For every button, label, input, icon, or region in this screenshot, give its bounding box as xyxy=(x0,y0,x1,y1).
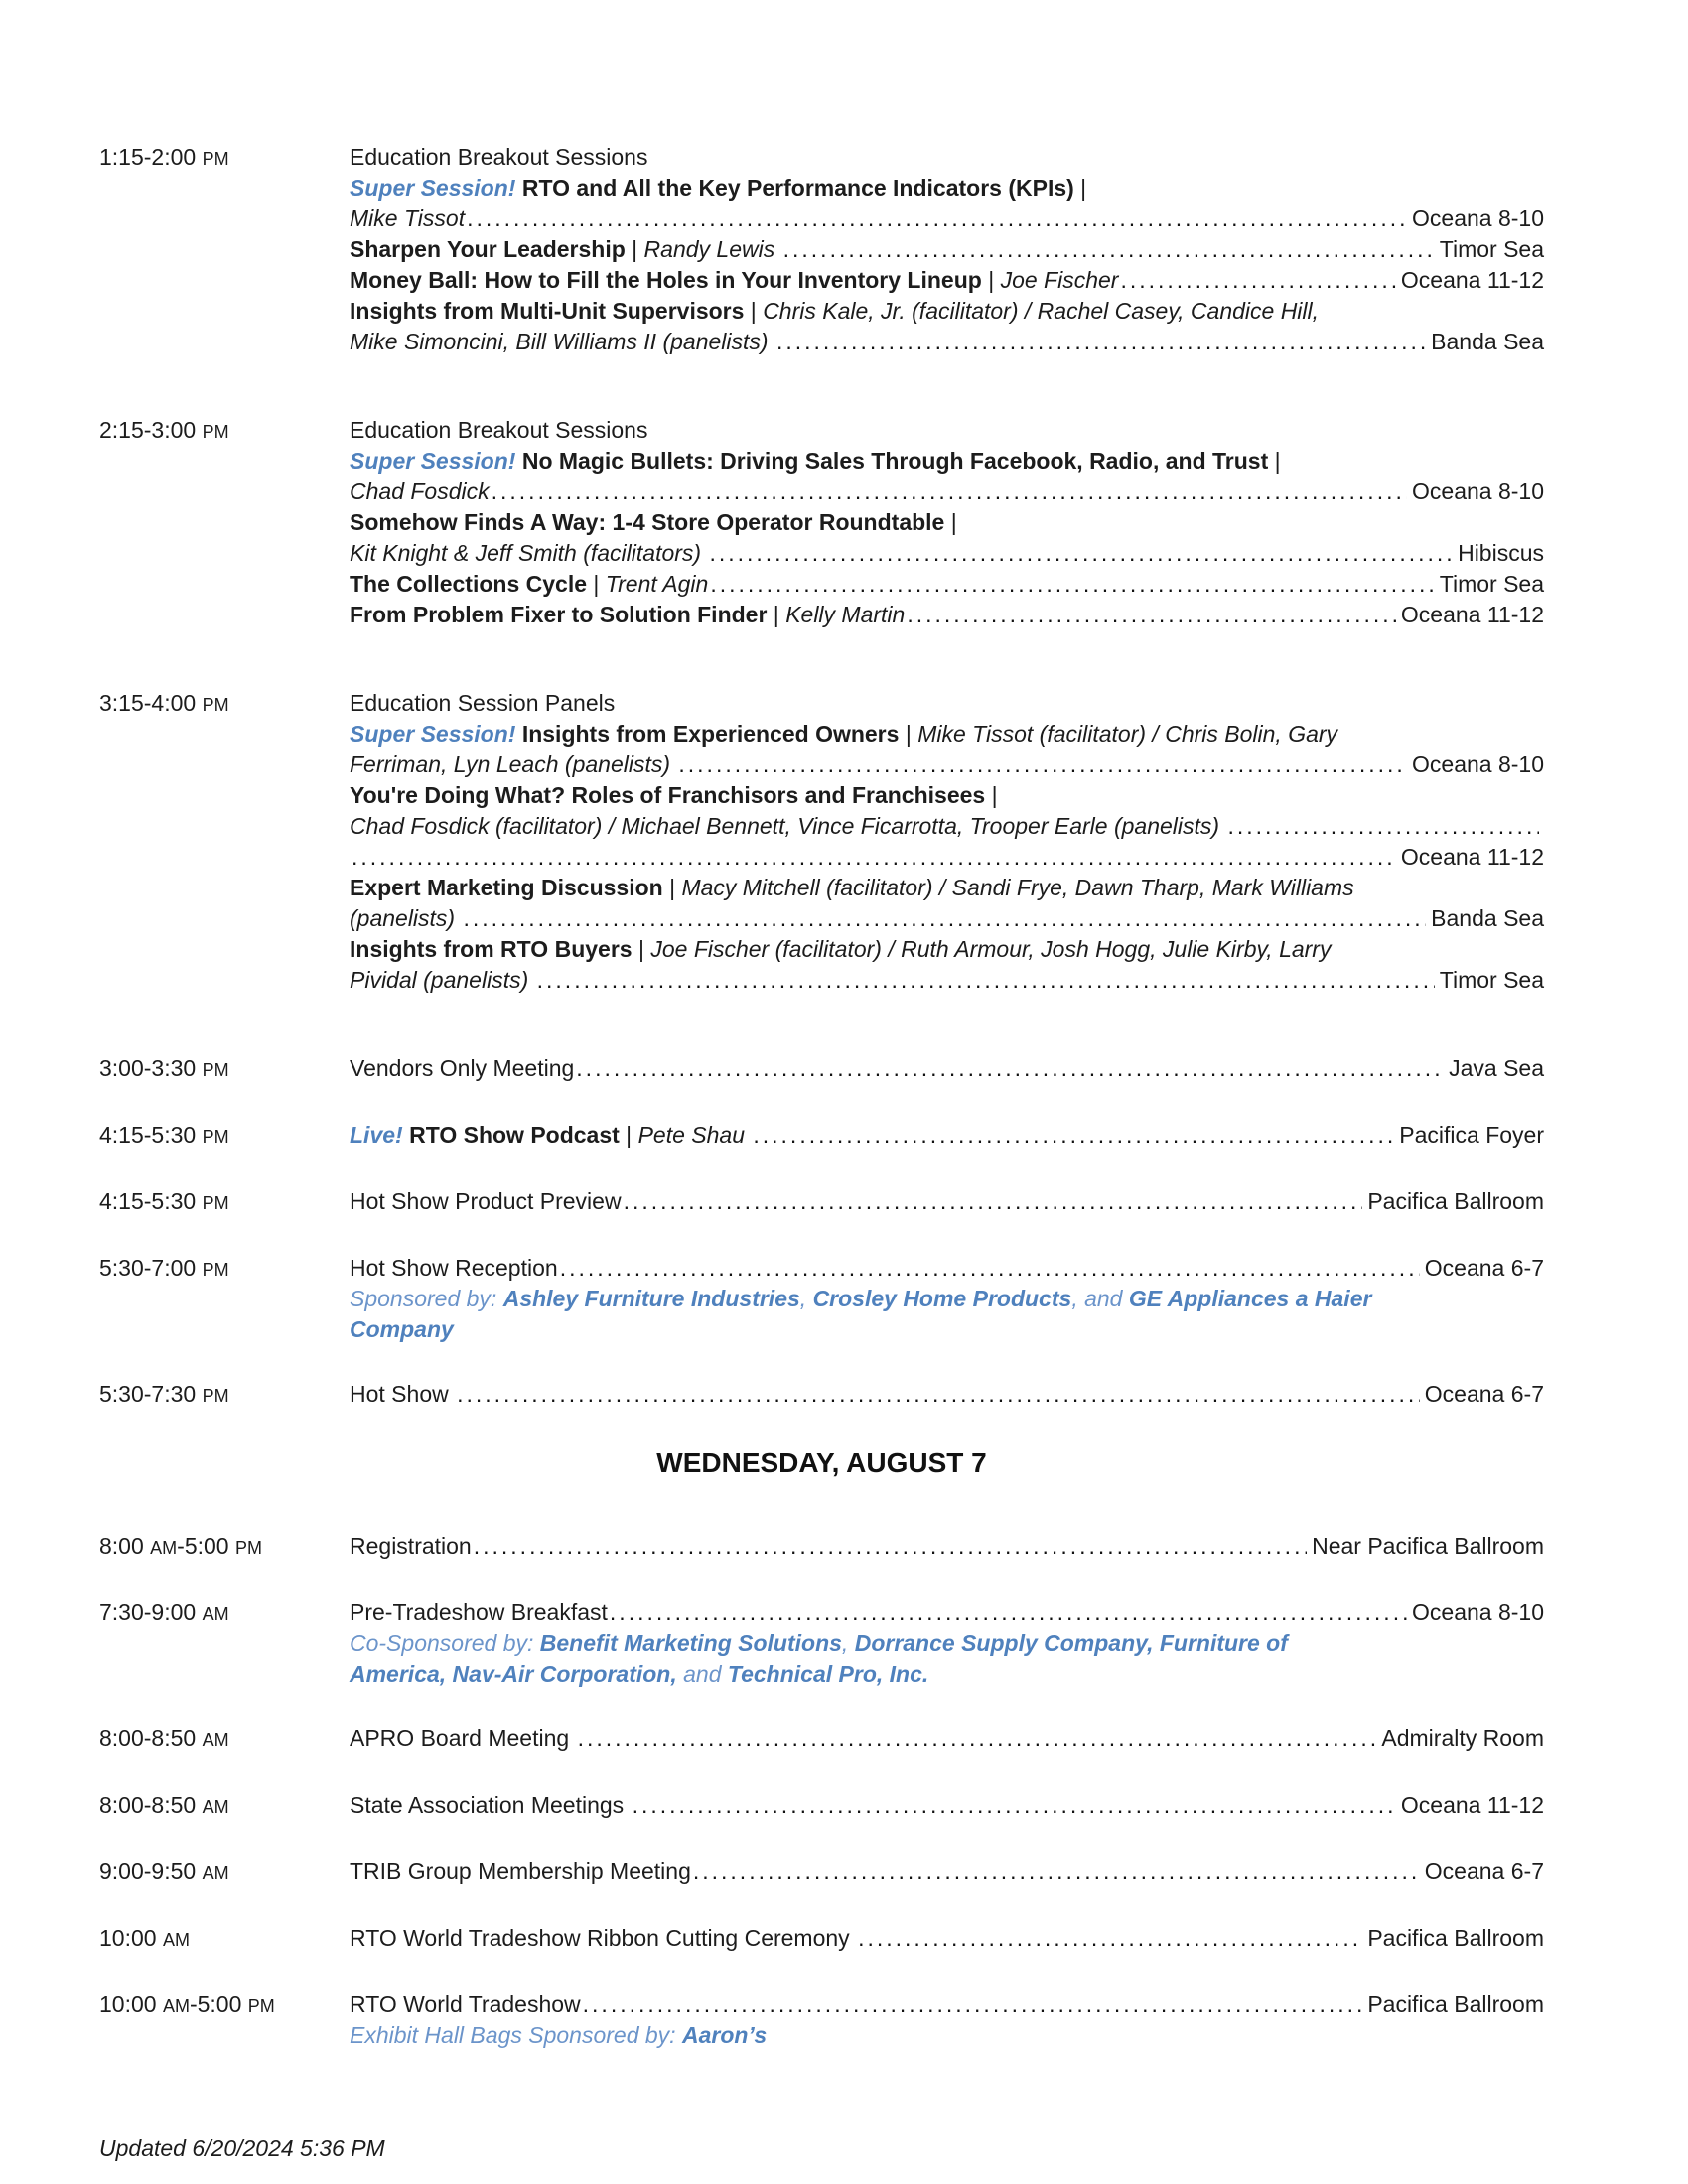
text-run: Somehow Finds A Way: 1-4 Store Operator Roundtable xyxy=(350,509,945,535)
dot-leader xyxy=(1120,265,1395,296)
event-line xyxy=(350,1790,1544,1821)
schedule-event xyxy=(99,1253,1544,1345)
event-line xyxy=(350,204,1544,234)
schedule-event xyxy=(99,1989,1544,2051)
text-run: RTO and All the Key Performance Indicators (KPIs) xyxy=(521,175,1074,201)
event-line xyxy=(350,1989,1544,2020)
dot-leader xyxy=(783,234,1435,265)
text-run: , and xyxy=(1071,1286,1129,1311)
event-content xyxy=(350,1379,1544,1412)
text-run: | xyxy=(587,571,606,597)
text-run: | xyxy=(985,782,998,808)
event-content xyxy=(350,1186,1544,1219)
text-run: | xyxy=(1268,448,1281,474)
event-time xyxy=(99,1379,350,1412)
schedule-event xyxy=(99,1923,1544,1956)
event-line xyxy=(350,142,1544,173)
room-name: Timor Sea xyxy=(1439,236,1544,262)
text-run: Expert Marketing Discussion xyxy=(350,875,663,900)
text-run: From Problem Fixer to Solution Finder xyxy=(350,602,768,627)
dot-leader xyxy=(907,600,1396,630)
text-run: Insights from RTO Buyers xyxy=(350,936,633,962)
updated-timestamp: Updated 6/20/2024 5:36 PM xyxy=(99,2135,385,2161)
text-run: America, Nav-Air Corporation, xyxy=(350,1661,677,1687)
event-line xyxy=(350,600,1544,630)
event-time xyxy=(99,1989,350,2051)
dot-leader xyxy=(610,1597,1407,1628)
text-run: Hot Show Product Preview xyxy=(350,1188,622,1214)
room-name: Pacifica Ballroom xyxy=(1367,1991,1544,2017)
event-content xyxy=(350,1923,1544,1956)
schedule-event xyxy=(99,1531,1544,1564)
text-run: Super Session! xyxy=(350,721,516,747)
event-content xyxy=(350,1989,1544,2051)
dot-leader xyxy=(352,842,1396,873)
dot-leader xyxy=(457,1379,1420,1410)
event-line xyxy=(350,873,1544,903)
room-name: Pacifica Ballroom xyxy=(1367,1188,1544,1214)
room-name: Admiralty Room xyxy=(1381,1725,1544,1751)
room-name: Banda Sea xyxy=(1431,905,1544,931)
text-run: RTO World Tradeshow Ribbon Cutting Ceremony xyxy=(350,1925,857,1951)
event-line xyxy=(350,415,1544,446)
schedule-event xyxy=(99,1856,1544,1889)
dot-leader xyxy=(537,965,1435,996)
room-name: Oceana 6-7 xyxy=(1424,1255,1544,1281)
event-line xyxy=(350,1923,1544,1954)
event-line xyxy=(350,1856,1544,1887)
room-name: Oceana 11-12 xyxy=(1400,267,1544,293)
day-section-first xyxy=(99,142,1544,1412)
text-run: 4:15-5:30 xyxy=(99,1188,203,1214)
room-name: Pacifica Foyer xyxy=(1399,1122,1544,1148)
event-line xyxy=(350,296,1544,327)
event-line xyxy=(350,446,1544,477)
text-run: 8:00-8:50 xyxy=(99,1725,203,1751)
text-run: You're Doing What? Roles of Franchisors and Franchisees xyxy=(350,782,986,808)
text-run: -5:00 xyxy=(177,1533,235,1559)
dot-leader xyxy=(858,1923,1362,1954)
event-line xyxy=(350,1284,1544,1314)
event-time xyxy=(99,1531,350,1564)
text-run: Macy Mitchell (facilitator) / Sandi Frye, Dawn Tharp, Mark Williams xyxy=(681,875,1354,900)
text-run: | xyxy=(632,936,651,962)
event-line xyxy=(350,1531,1544,1562)
text-run: Insights from Experienced Owners xyxy=(521,721,900,747)
text-run: Hot Show xyxy=(350,1381,456,1407)
event-time xyxy=(99,1053,350,1086)
text-run: AM xyxy=(202,1730,229,1750)
event-line xyxy=(350,569,1544,600)
text-run: APRO Board Meeting xyxy=(350,1725,576,1751)
text-run: Mike Simoncini, Bill Williams II (panelists) xyxy=(350,329,774,354)
room-name: Timor Sea xyxy=(1439,571,1544,597)
text-run: Hot Show Reception xyxy=(350,1255,558,1281)
text-run: 9:00-9:50 xyxy=(99,1858,203,1884)
text-run: PM xyxy=(202,1127,229,1147)
schedule-event xyxy=(99,1186,1544,1219)
event-time xyxy=(99,415,350,630)
schedule-event xyxy=(99,1790,1544,1823)
text-run: Trent Agin xyxy=(605,571,709,597)
event-content xyxy=(350,1120,1544,1153)
text-run: | xyxy=(944,509,957,535)
text-run: Co-Sponsored by: xyxy=(350,1630,540,1656)
event-line xyxy=(350,1253,1544,1284)
text-run: 8:00 xyxy=(99,1533,151,1559)
event-line xyxy=(350,811,1544,842)
day-header: WEDNESDAY, AUGUST 7 xyxy=(656,1447,987,1478)
event-line xyxy=(350,1659,1544,1690)
event-line xyxy=(350,780,1544,811)
event-content xyxy=(350,415,1544,630)
schedule-event xyxy=(99,415,1544,630)
text-run: | xyxy=(662,875,682,900)
text-run: PM xyxy=(202,1260,229,1280)
text-run: -5:00 xyxy=(189,1991,248,2017)
event-content xyxy=(350,688,1544,996)
event-line xyxy=(350,1120,1544,1151)
text-run: PM xyxy=(234,1538,262,1558)
text-run: Ferriman, Lyn Leach (panelists) xyxy=(350,751,677,777)
text-run: TRIB Group Membership Meeting xyxy=(350,1858,691,1884)
text-run: | xyxy=(619,1122,638,1148)
dot-leader xyxy=(576,1053,1444,1084)
text-run: 1:15-2:00 xyxy=(99,144,203,170)
room-name: Pacifica Ballroom xyxy=(1367,1925,1544,1951)
text-run: | xyxy=(744,298,764,324)
room-name: Banda Sea xyxy=(1431,329,1544,354)
text-run: AM xyxy=(202,1604,229,1624)
event-line xyxy=(350,750,1544,780)
text-run: 10:00 xyxy=(99,1991,163,2017)
schedule-event xyxy=(99,1597,1544,1690)
schedule-event xyxy=(99,1723,1544,1756)
dot-leader xyxy=(709,538,1453,569)
text-run: | xyxy=(1073,175,1087,201)
event-line xyxy=(350,719,1544,750)
event-line xyxy=(350,265,1544,296)
text-run: 8:00-8:50 xyxy=(99,1792,203,1818)
event-line xyxy=(350,538,1544,569)
event-line xyxy=(350,903,1544,934)
dot-leader xyxy=(678,750,1407,780)
text-run: State Association Meetings xyxy=(350,1792,631,1818)
event-time xyxy=(99,142,350,357)
text-run: 5:30-7:00 xyxy=(99,1255,203,1281)
event-line xyxy=(350,1597,1544,1628)
event-content xyxy=(350,1790,1544,1823)
room-name: Timor Sea xyxy=(1439,967,1544,993)
text-run: Kit Knight & Jeff Smith (facilitators) xyxy=(350,540,708,566)
text-run: PM xyxy=(202,1193,229,1213)
room-name: Oceana 8-10 xyxy=(1412,205,1544,231)
text-run: Ashley Furniture Industries xyxy=(502,1286,800,1311)
text-run: Chad Fosdick xyxy=(350,478,490,504)
room-name: Java Sea xyxy=(1449,1055,1544,1081)
dot-leader xyxy=(710,569,1434,600)
text-run: RTO World Tradeshow xyxy=(350,1991,581,2017)
text-run: AM xyxy=(202,1863,229,1883)
text-run: PM xyxy=(202,422,229,442)
text-run: Kelly Martin xyxy=(785,602,906,627)
text-run: Chad Fosdick (facilitator) / Michael Bennett, Vince Ficarrotta, Trooper Earle (panelists) xyxy=(350,813,1226,839)
text-run: Mike Tissot xyxy=(350,205,466,231)
schedule-event xyxy=(99,1120,1544,1153)
room-name: Oceana 6-7 xyxy=(1424,1381,1544,1407)
event-line xyxy=(350,327,1544,357)
event-line xyxy=(350,842,1544,873)
text-run: Vendors Only Meeting xyxy=(350,1055,575,1081)
dot-leader xyxy=(467,204,1407,234)
text-run: 5:30-7:30 xyxy=(99,1381,203,1407)
text-run: AM xyxy=(202,1797,229,1817)
room-name: Oceana 8-10 xyxy=(1412,751,1544,777)
text-run: Crosley Home Products xyxy=(812,1286,1072,1311)
event-line xyxy=(350,234,1544,265)
text-run: Registration xyxy=(350,1533,472,1559)
text-run: Dorrance Supply Company, Furniture of xyxy=(854,1630,1288,1656)
text-run: Education Breakout Sessions xyxy=(350,144,648,170)
event-content xyxy=(350,1856,1544,1889)
event-line xyxy=(350,507,1544,538)
event-content xyxy=(350,1053,1544,1086)
dot-leader xyxy=(560,1253,1420,1284)
event-line xyxy=(350,1186,1544,1217)
schedule-event xyxy=(99,1053,1544,1086)
text-run: and xyxy=(676,1661,728,1687)
dot-leader xyxy=(1227,811,1539,842)
dot-leader xyxy=(583,1989,1363,2020)
room-name: Oceana 11-12 xyxy=(1400,1792,1544,1818)
room-name: Oceana 8-10 xyxy=(1412,1599,1544,1625)
event-line xyxy=(350,1379,1544,1410)
event-time xyxy=(99,1597,350,1690)
text-run: RTO Show Podcast xyxy=(409,1122,620,1148)
text-run: , xyxy=(841,1630,855,1656)
event-line xyxy=(350,173,1544,204)
text-run: Money Ball: How to Fill the Holes in Your Inventory Lineup xyxy=(350,267,982,293)
event-line xyxy=(350,1723,1544,1754)
text-run: 3:00-3:30 xyxy=(99,1055,203,1081)
dot-leader xyxy=(463,903,1426,934)
text-run: Randy Lewis xyxy=(643,236,781,262)
text-run: | xyxy=(899,721,918,747)
event-time xyxy=(99,688,350,996)
text-run: Sponsored by: xyxy=(350,1286,503,1311)
text-run: | xyxy=(767,602,786,627)
text-run: 3:15-4:00 xyxy=(99,690,203,716)
text-run: PM xyxy=(202,149,229,169)
text-run: Sharpen Your Leadership xyxy=(350,236,626,262)
text-run: 4:15-5:30 xyxy=(99,1122,203,1148)
text-run: No Magic Bullets: Driving Sales Through Facebook, Radio, and Trust xyxy=(521,448,1269,474)
text-run: Benefit Marketing Solutions xyxy=(539,1630,842,1656)
dot-leader xyxy=(578,1723,1377,1754)
dot-leader xyxy=(753,1120,1394,1151)
event-line xyxy=(350,934,1544,965)
event-content xyxy=(350,1253,1544,1345)
room-name: Oceana 11-12 xyxy=(1400,602,1544,627)
schedule-event xyxy=(99,142,1544,357)
event-line xyxy=(350,688,1544,719)
event-line xyxy=(350,1628,1544,1659)
event-line xyxy=(350,1314,1544,1345)
text-run: Joe Fischer (facilitator) / Ruth Armour, Josh Hogg, Julie Kirby, Larry xyxy=(650,936,1332,962)
event-time xyxy=(99,1120,350,1153)
text-run: PM xyxy=(202,1060,229,1080)
event-content xyxy=(350,142,1544,357)
text-run: Mike Tissot (facilitator) / Chris Bolin, Gary xyxy=(917,721,1338,747)
text-run: Super Session! xyxy=(350,448,516,474)
event-content xyxy=(350,1597,1544,1690)
event-line xyxy=(350,965,1544,996)
text-run: 10:00 xyxy=(99,1925,163,1951)
event-time xyxy=(99,1856,350,1889)
text-run: | xyxy=(625,236,644,262)
text-run: The Collections Cycle xyxy=(350,571,588,597)
dot-leader xyxy=(693,1856,1420,1887)
text-run: AM xyxy=(162,1930,190,1950)
text-run: AM xyxy=(150,1538,178,1558)
dot-leader xyxy=(474,1531,1307,1562)
text-run: Insights from Multi-Unit Supervisors xyxy=(350,298,745,324)
text-run: 7:30-9:00 xyxy=(99,1599,203,1625)
text-run: Pividal (panelists) xyxy=(350,967,535,993)
text-run: PM xyxy=(247,1996,275,2016)
text-run: Technical Pro, Inc. xyxy=(727,1661,929,1687)
text-run: | xyxy=(981,267,1001,293)
room-name: Oceana 8-10 xyxy=(1412,478,1544,504)
schedule-event xyxy=(99,1379,1544,1412)
text-run: PM xyxy=(202,1386,229,1406)
event-line xyxy=(350,2020,1544,2051)
room-name: Oceana 6-7 xyxy=(1424,1858,1544,1884)
text-run: Pre-Tradeshow Breakfast xyxy=(350,1599,608,1625)
text-run: GE Appliances a Haier xyxy=(1128,1286,1372,1311)
text-run: , xyxy=(799,1286,813,1311)
text-run: Exhibit Hall Bags Sponsored by: xyxy=(350,2022,682,2048)
text-run: Pete Shau xyxy=(637,1122,752,1148)
text-run: Education Session Panels xyxy=(350,690,616,716)
room-name: Oceana 11-12 xyxy=(1400,844,1544,870)
event-time xyxy=(99,1790,350,1823)
event-content xyxy=(350,1531,1544,1564)
dot-leader xyxy=(776,327,1426,357)
event-time xyxy=(99,1723,350,1756)
text-run: AM xyxy=(162,1996,190,2016)
dot-leader xyxy=(492,477,1407,507)
event-time xyxy=(99,1253,350,1345)
event-time xyxy=(99,1186,350,1219)
text-run: Super Session! xyxy=(350,175,516,201)
text-run: Chris Kale, Jr. (facilitator) / Rachel Casey, Candice Hill, xyxy=(763,298,1320,324)
room-name: Hibiscus xyxy=(1458,540,1544,566)
text-run: Aaron’s xyxy=(681,2022,768,2048)
schedule-event xyxy=(99,688,1544,996)
text-run: Education Breakout Sessions xyxy=(350,417,648,443)
text-run: Company xyxy=(350,1316,454,1342)
text-run: (panelists) xyxy=(350,905,462,931)
dot-leader xyxy=(624,1186,1363,1217)
text-run: Joe Fischer xyxy=(1000,267,1119,293)
event-line xyxy=(350,1053,1544,1084)
event-content xyxy=(350,1723,1544,1756)
event-line xyxy=(350,477,1544,507)
dot-leader xyxy=(633,1790,1396,1821)
text-run: PM xyxy=(202,695,229,715)
event-time xyxy=(99,1923,350,1956)
day-section-wednesday xyxy=(99,1531,1544,2051)
text-run: Live! xyxy=(350,1122,403,1148)
room-name: Near Pacifica Ballroom xyxy=(1312,1533,1544,1559)
text-run: 2:15-3:00 xyxy=(99,417,203,443)
